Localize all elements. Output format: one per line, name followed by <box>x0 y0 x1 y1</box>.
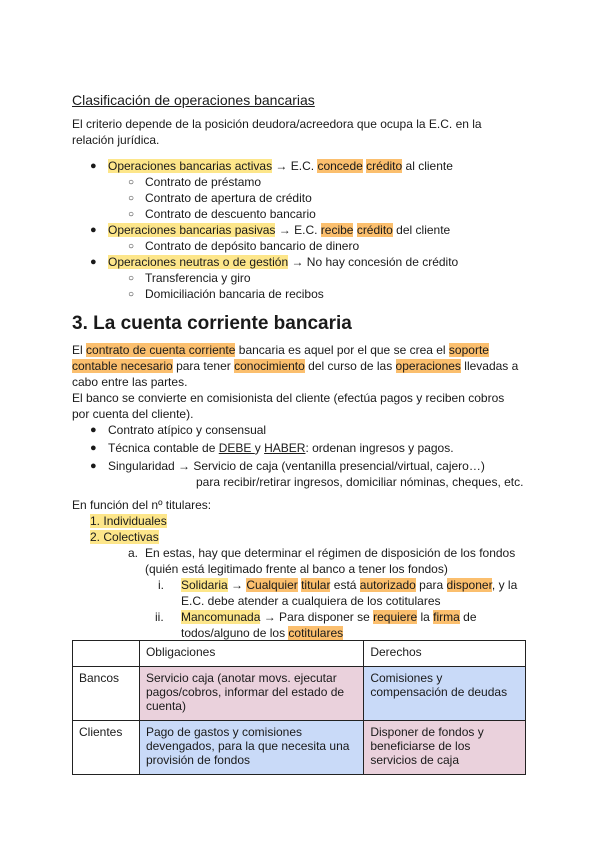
hl-conocimiento: conocimiento <box>234 359 305 373</box>
intro-line-1: El criterio depende de la posición deudora/acreedora que ocupa la E.C. en la <box>72 117 482 131</box>
op-activas-sub-3: Contrato de descuento bancario <box>145 207 316 221</box>
op-activas-obj: crédito <box>366 159 403 173</box>
table-cell: Disponer de fondos y beneficiarse de los servicios de caja <box>364 721 526 775</box>
haber-term: HABER <box>264 441 306 455</box>
para1-line-1: El contrato de cuenta corriente bancaria es aquel por el que se crea el soporte <box>72 343 489 357</box>
hl-requiere: requiere <box>373 610 418 624</box>
sub-a-marker: a. <box>128 546 139 560</box>
op-neutras-sub-2: Domiciliación bancaria de recibos <box>145 287 324 301</box>
table-header-cell <box>73 641 140 667</box>
titulares-item-2: 2. Colectivas <box>90 530 159 544</box>
item-individuales: Individuales <box>103 514 167 528</box>
rights-obligations-table <box>72 640 526 775</box>
circle-bullet-icon: ○ <box>128 289 135 300</box>
op-pasivas-verb: recibe <box>320 223 354 237</box>
circle-bullet-icon: ○ <box>128 273 135 284</box>
op-pasivas: Operaciones bancarias pasivas → E.C. recibe crédito del cliente <box>108 223 451 237</box>
sub-i-line-1: Solidaria → Cualquier titular está autorizado para disponer, y la <box>181 578 518 592</box>
bullet-icon: ● <box>90 460 97 472</box>
item-colectivas: Colectivas <box>103 530 159 544</box>
para1-line-3: cabo entre las partes. <box>72 375 188 389</box>
hl-contable: contable necesario <box>72 359 173 373</box>
table-cell: Comisiones y compensación de deudas <box>364 667 526 721</box>
feature-3-line-2: para recibir/retirar ingresos, domiciliar nóminas, cheques, etc. <box>196 475 524 489</box>
bullet-icon: ● <box>90 224 97 236</box>
hl-cotitulares: cotitulares <box>288 626 344 640</box>
hl-mancomunada: Mancomunada <box>181 610 261 624</box>
hl-titular: titular <box>301 578 331 592</box>
para2-line-1: El banco se convierte en comisionista del cliente (efectúa pagos y reciben cobros <box>72 391 505 405</box>
op-pasivas-obj: crédito <box>356 223 393 237</box>
sub-a-line-1: En estas, hay que determinar el régimen de disposición de los fondos <box>145 546 516 560</box>
sub-i-line-2: E.C. debe atender a cualquiera de los cotitulares <box>181 594 441 608</box>
op-activas-label: Operaciones bancarias activas <box>108 159 273 173</box>
bullet-icon: ● <box>90 256 97 268</box>
op-activas-verb: concede <box>317 159 363 173</box>
table-cell: Pago de gastos y comisiones devengados, para la que necesita una provisión de fondos <box>139 721 363 775</box>
op-activas-sub-1: Contrato de préstamo <box>145 175 262 189</box>
hl-autorizado: autorizado <box>359 578 416 592</box>
hl-contrato: contrato de cuenta corriente <box>86 343 236 357</box>
table-header-row <box>73 641 526 667</box>
sub-ii-line-1: Mancomunada → Para disponer se requiere la firma de <box>181 610 477 624</box>
table-cell: Servicio caja (anotar movs. ejecutar pagos/cobros, informar del estado de cuenta) <box>139 667 363 721</box>
op-neutras-sub-1: Transferencia y giro <box>145 271 251 285</box>
para1-line-2: contable necesario para tener conocimiento del curso de las operaciones llevadas a <box>72 359 519 373</box>
circle-bullet-icon: ○ <box>128 193 135 204</box>
intro-line-2: relación jurídica. <box>72 133 160 147</box>
titulares-item-1: 1. Individuales <box>90 514 167 528</box>
op-neutras: Operaciones neutras o de gestión → No hay concesión de crédito <box>108 255 459 269</box>
op-activas-sub-2: Contrato de apertura de crédito <box>145 191 312 205</box>
section-title: Clasificación de operaciones bancarias <box>72 92 315 108</box>
op-neutras-label: Operaciones neutras o de gestión <box>108 255 289 269</box>
table-header-cell: Obligaciones <box>139 641 363 667</box>
table-row <box>73 667 526 721</box>
table-header-cell: Derechos <box>364 641 526 667</box>
feature-3-line-1: Singularidad → Servicio de caja (ventanilla presencial/virtual, cajero…) <box>108 459 485 473</box>
circle-bullet-icon: ○ <box>128 241 135 252</box>
table-row <box>73 721 526 775</box>
sub-a-line-2: (quién está legitimado frente al banco a tener los fondos) <box>145 562 448 576</box>
circle-bullet-icon: ○ <box>128 177 135 188</box>
row-label: Clientes <box>73 721 140 775</box>
op-activas: Operaciones bancarias activas → E.C. concede crédito al cliente <box>108 159 453 173</box>
op-pasivas-label: Operaciones bancarias pasivas <box>108 223 276 237</box>
hl-solidaria: Solidaria <box>181 578 228 592</box>
hl-disponer: disponer <box>446 578 492 592</box>
bullet-icon: ● <box>90 442 97 454</box>
sub-ii-marker: ii. <box>155 610 164 624</box>
hl-operaciones: operaciones <box>395 359 461 373</box>
feature-2: Técnica contable de DEBE y HABER: ordenan ingresos y pagos. <box>108 441 454 455</box>
circle-bullet-icon: ○ <box>128 209 135 220</box>
para2-line-2: por cuenta del cliente). <box>72 407 194 421</box>
hl-firma: firma <box>433 610 460 624</box>
page-heading: 3. La cuenta corriente bancaria <box>72 313 352 334</box>
op-pasivas-sub-1: Contrato de depósito bancario de dinero <box>145 239 360 253</box>
sub-i-marker: i. <box>158 578 164 592</box>
hl-soporte: soporte <box>448 343 489 357</box>
row-label: Bancos <box>73 667 140 721</box>
bullet-icon: ● <box>90 160 97 172</box>
titulares-intro: En función del nº titulares: <box>72 498 212 512</box>
hl-cualquier: Cualquier <box>246 578 298 592</box>
debe-term: DEBE <box>218 441 255 455</box>
bullet-icon: ● <box>90 424 97 436</box>
sub-ii-line-2: todos/alguno de los cotitulares <box>181 626 344 640</box>
feature-1: Contrato atípico y consensual <box>108 423 267 437</box>
